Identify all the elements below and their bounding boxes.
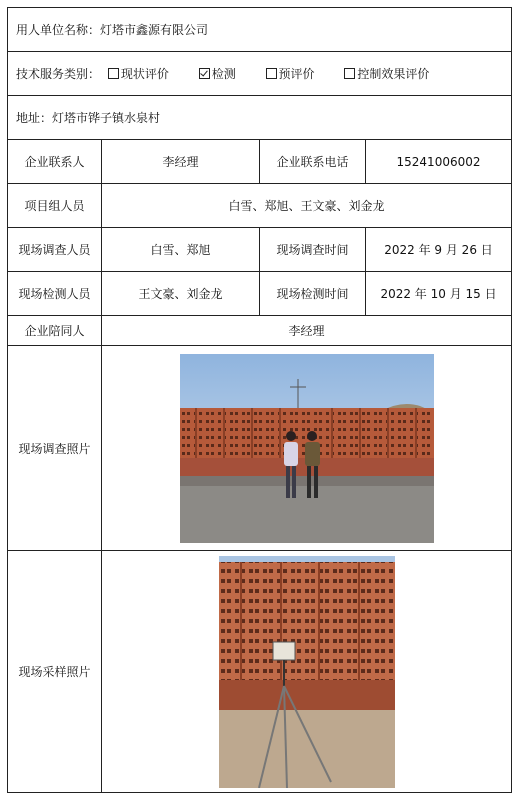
survey-photo-label: 现场调查照片 — [8, 346, 102, 551]
option-detection[interactable] — [199, 65, 236, 82]
option-label: 控制效果评价 — [357, 67, 430, 81]
team-value: 白雪、郑旭、王文豪、刘金龙 — [102, 184, 512, 228]
detection-label: 现场检测人员 — [8, 272, 102, 316]
sampling-photo-cell — [102, 551, 512, 793]
checkbox-icon[interactable] — [108, 68, 119, 79]
survey-time: 2022 年 9 月 26 日 — [366, 228, 512, 272]
option-label: 预评价 — [278, 67, 315, 81]
address-row — [8, 96, 512, 140]
record-table — [7, 7, 512, 793]
contact-name: 李经理 — [102, 140, 260, 184]
checkbox-checked-icon[interactable] — [199, 68, 210, 79]
escort-value: 李经理 — [102, 316, 512, 346]
checkbox-icon[interactable] — [344, 68, 355, 79]
record-sheet — [7, 7, 511, 795]
detection-time-label: 现场检测时间 — [260, 272, 366, 316]
team-label: 项目组人员 — [8, 184, 102, 228]
sampling-photo-label: 现场采样照片 — [8, 551, 102, 793]
survey-photo-cell — [102, 346, 512, 551]
survey-photo — [180, 354, 434, 543]
checkbox-icon[interactable] — [266, 68, 277, 79]
contact-phone-label: 企业联系电话 — [260, 140, 366, 184]
service-row — [8, 52, 512, 96]
escort-label: 企业陪同人 — [8, 316, 102, 346]
unit-row — [8, 8, 512, 52]
address-label: 地址： — [16, 111, 53, 125]
detection-people: 王文豪、刘金龙 — [102, 272, 260, 316]
survey-label: 现场调查人员 — [8, 228, 102, 272]
option-pre-evaluation[interactable] — [266, 65, 315, 82]
unit-value: 灯塔市鑫源有限公司 — [100, 23, 209, 37]
survey-time-label: 现场调查时间 — [260, 228, 366, 272]
option-control-effect-evaluation[interactable] — [344, 65, 429, 82]
option-label: 现状评价 — [120, 67, 169, 81]
option-label: 检测 — [211, 67, 236, 81]
contact-phone: 15241006002 — [366, 140, 512, 184]
sampling-photo — [219, 556, 395, 788]
unit-label: 用人单位名称： — [16, 23, 101, 37]
detection-time: 2022 年 10 月 15 日 — [366, 272, 512, 316]
service-label: 技术服务类别： — [16, 67, 101, 81]
address-value: 灯塔市铧子镇水泉村 — [52, 111, 161, 125]
survey-people: 白雪、郑旭 — [102, 228, 260, 272]
option-status-evaluation[interactable] — [108, 65, 169, 82]
contact-label: 企业联系人 — [8, 140, 102, 184]
